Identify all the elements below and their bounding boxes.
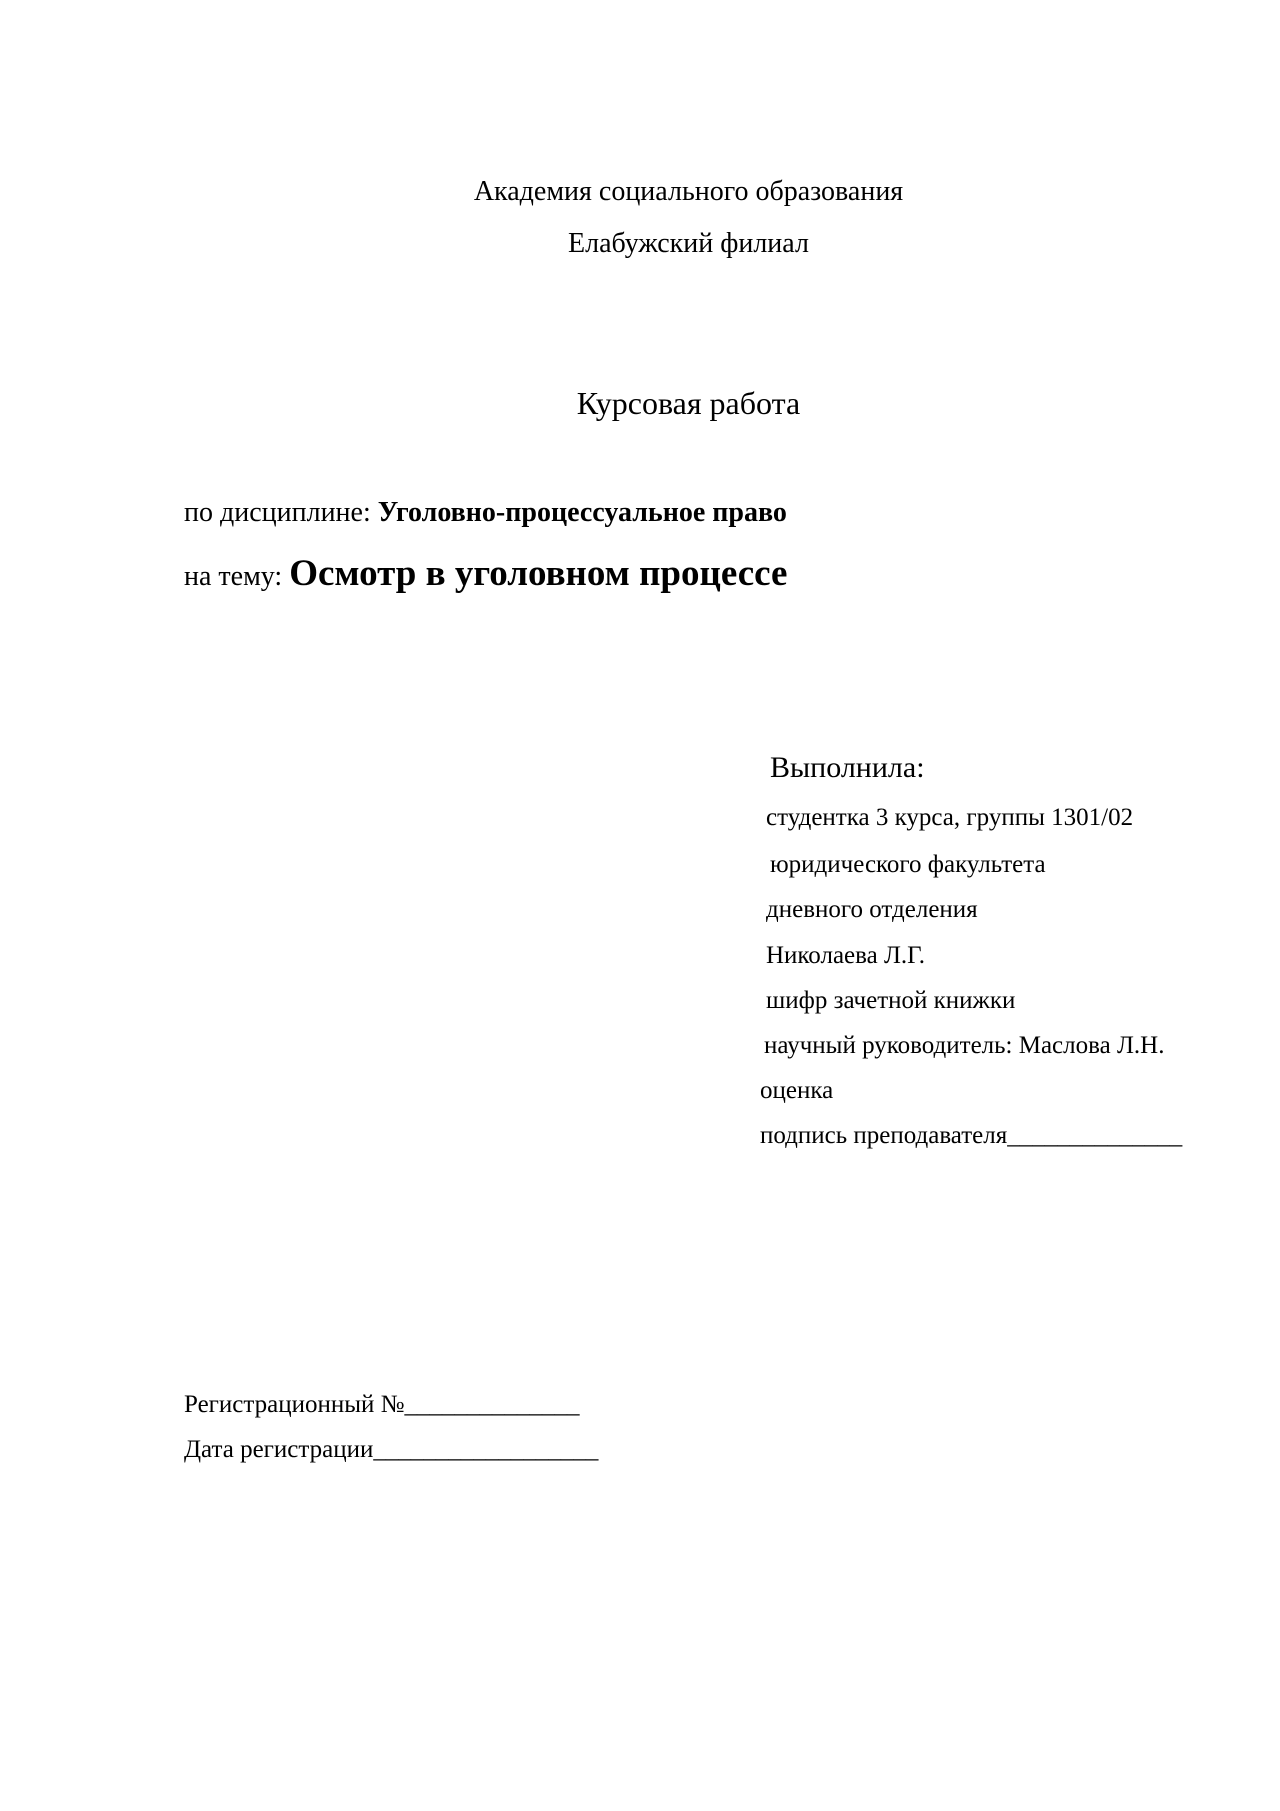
- branch-name: Елабужский филиал: [568, 228, 809, 259]
- topic-line: [184, 549, 787, 602]
- institution-name: Академия социального образования: [473, 176, 904, 207]
- document-type: Курсовая работа: [576, 385, 801, 421]
- performed-label: Выполнила:: [770, 751, 925, 784]
- record-book-info: шифр зачетной книжки: [766, 987, 1016, 1014]
- registration-number-field: Регистрационный №______________: [184, 1391, 580, 1418]
- signature-field: подпись преподавателя______________: [760, 1122, 1183, 1149]
- discipline-label: по дисциплине:: [184, 497, 378, 528]
- student-info: студентка 3 курса, группы 1301/02: [766, 804, 1134, 831]
- topic-label: на тему:: [184, 561, 290, 592]
- topic-value: Осмотр в уголовном процессе: [289, 553, 788, 594]
- supervisor-info: научный руководитель: Маслова Л.Н.: [764, 1032, 1165, 1059]
- student-name: Николаева Л.Г.: [766, 942, 926, 969]
- discipline-line: [184, 495, 787, 531]
- registration-date-field: Дата регистрации__________________: [184, 1436, 599, 1463]
- department-info: дневного отделения: [766, 896, 978, 923]
- grade-field: оценка: [760, 1077, 834, 1104]
- discipline-value: Уголовно-процессуальное право: [377, 497, 787, 528]
- faculty-info: юридического факультета: [770, 851, 1046, 878]
